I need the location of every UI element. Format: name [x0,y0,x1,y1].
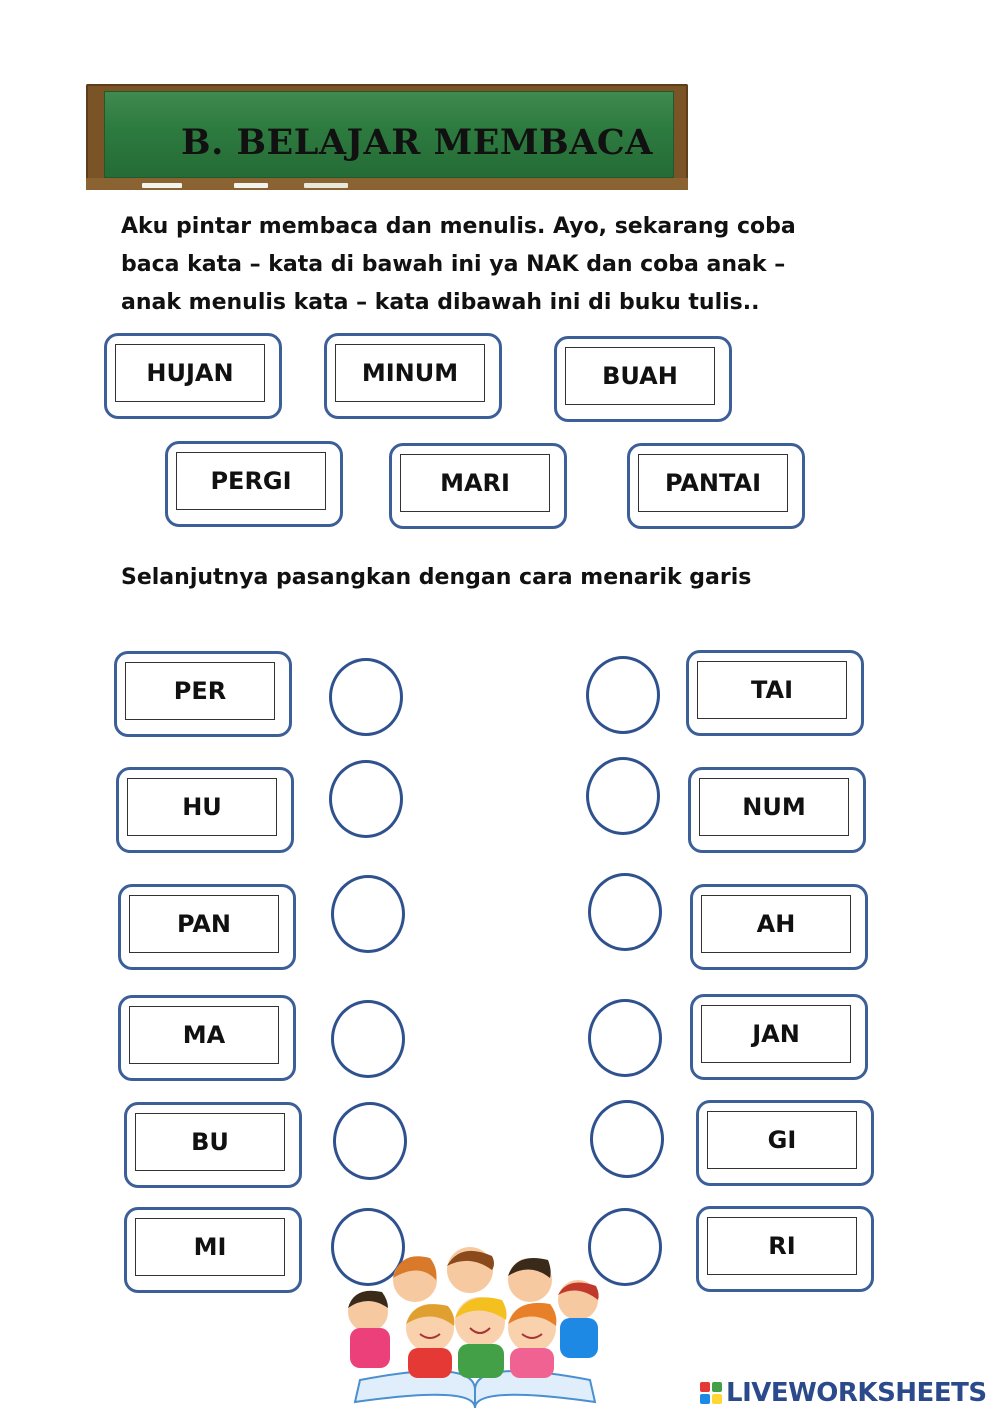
syllable-label: AH [701,895,851,953]
chalkboard-ledge [86,178,688,190]
left-connector-circle[interactable] [329,760,403,838]
word-label: PANTAI [638,454,788,512]
word-card-minum [324,333,502,419]
right-connector-circle[interactable] [588,873,662,951]
brand-name: LIVEWORKSHEETS [726,1378,987,1408]
left-connector-circle[interactable] [331,1000,405,1078]
left-syllable-card[interactable] [116,767,294,853]
intro-line: anak menulis kata – kata dibawah ini di buku tulis.. [121,290,760,315]
left-syllable-card[interactable] [124,1102,302,1188]
word-label: MINUM [335,344,485,402]
syllable-label: RI [707,1217,857,1275]
logo-square-red [700,1382,710,1392]
syllable-label: GI [707,1111,857,1169]
liveworksheets-logo [700,1378,987,1408]
right-syllable-card[interactable] [696,1206,874,1292]
syllable-label: BU [135,1113,285,1171]
word-label: MARI [400,454,550,512]
kids-reading-illustration [320,1240,630,1410]
intro-line: baca kata – kata di bawah ini ya NAK dan coba anak – [121,252,786,277]
chalkboard-surface [104,91,674,178]
right-connector-circle[interactable] [586,656,660,734]
right-syllable-card[interactable] [690,994,868,1080]
intro-line: Aku pintar membaca dan menulis. Ayo, sekarang coba [121,214,796,239]
word-card-hujan [104,333,282,419]
left-syllable-card[interactable] [114,651,292,737]
chalk-icon [234,183,268,188]
word-card-pergi [165,441,343,527]
eraser-icon [304,183,348,188]
chalk-icon [142,183,182,188]
logo-square-blue [700,1394,710,1404]
matching-instruction: Selanjutnya pasangkan dengan cara menarik garis [121,565,752,590]
right-syllable-card[interactable] [690,884,868,970]
word-label: BUAH [565,347,715,405]
syllable-label: NUM [699,778,849,836]
logo-square-yellow [712,1394,722,1404]
left-syllable-card[interactable] [118,995,296,1081]
intro-paragraph [121,208,861,322]
word-label: HUJAN [115,344,265,402]
word-card-pantai [627,443,805,529]
right-connector-circle[interactable] [590,1100,664,1178]
left-connector-circle[interactable] [333,1102,407,1180]
right-connector-circle[interactable] [586,757,660,835]
right-connector-circle[interactable] [588,999,662,1077]
word-label: PERGI [176,452,326,510]
left-syllable-card[interactable] [118,884,296,970]
logo-square-green [712,1382,722,1392]
syllable-label: MI [135,1218,285,1276]
left-syllable-card[interactable] [124,1207,302,1293]
syllable-label: PER [125,662,275,720]
syllable-label: MA [129,1006,279,1064]
word-card-buah [554,336,732,422]
word-card-mari [389,443,567,529]
syllable-label: HU [127,778,277,836]
liveworksheets-icon [700,1382,722,1404]
left-connector-circle[interactable] [331,875,405,953]
syllable-label: TAI [697,661,847,719]
syllable-label: JAN [701,1005,851,1063]
page-title: B. BELAJAR MEMBACA [181,122,653,163]
right-syllable-card[interactable] [688,767,866,853]
chalkboard-header [86,84,688,190]
right-syllable-card[interactable] [696,1100,874,1186]
right-syllable-card[interactable] [686,650,864,736]
left-connector-circle[interactable] [329,658,403,736]
syllable-label: PAN [129,895,279,953]
